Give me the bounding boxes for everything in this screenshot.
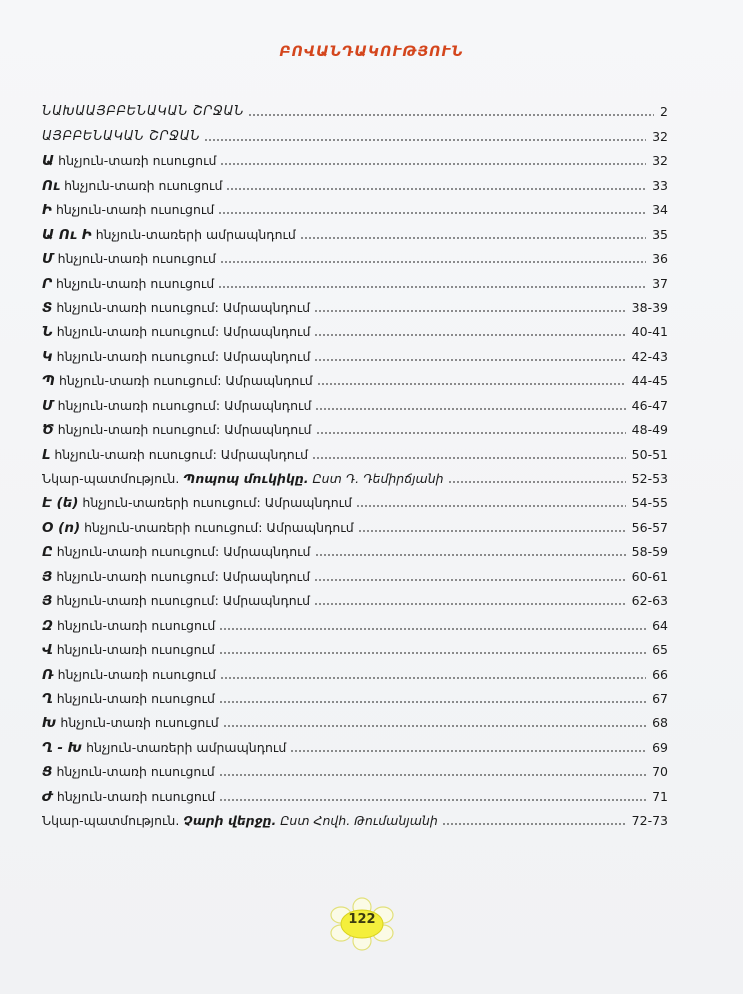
table-of-contents xyxy=(42,96,668,829)
letter-label: Ա xyxy=(42,153,55,170)
toc-entry xyxy=(42,169,668,193)
toc-entry-title xyxy=(42,642,219,658)
toc-page-number: 2 xyxy=(660,104,668,120)
toc-entry xyxy=(42,267,668,291)
dot-leader xyxy=(300,228,646,240)
toc-entry-title xyxy=(42,128,204,145)
story-title: Պոպոպ մուկիկը. xyxy=(183,471,309,486)
entry-text: հնչյուն-տառի ուսուցում: Ամրապնդում xyxy=(52,299,311,315)
entry-text: հնչյուն-տառի ուսուցում: Ամրապնդում xyxy=(55,373,313,389)
letter-label: Մ xyxy=(42,397,54,414)
toc-entry xyxy=(42,609,668,633)
entry-text: հնչյուն-տառերի ուսուցում: Ամրապնդում xyxy=(80,519,354,535)
letter-label: Ղ - Խ xyxy=(42,739,83,756)
toc-entry xyxy=(42,780,668,804)
dot-leader xyxy=(248,105,654,117)
page-heading: ԲՈՎԱՆԴԱԿՈՒԹՅՈՒՆ xyxy=(279,44,464,60)
toc-entry xyxy=(42,634,668,658)
entry-text: հնչյուն-տառի ուսուցում xyxy=(52,202,215,218)
story-title: Չարի վերջը. xyxy=(183,813,277,829)
toc-page-number: 67 xyxy=(652,690,668,706)
toc-page-number: 56-57 xyxy=(631,519,668,535)
entry-text: հնչյուն-տառի ուսուցում xyxy=(52,690,215,706)
toc-page-number: 50-51 xyxy=(631,446,668,462)
toc-entry-title xyxy=(42,447,312,463)
dot-leader xyxy=(317,374,626,386)
toc-page-number: 68 xyxy=(652,715,668,731)
entry-text: հնչյուն-տառի ուսուցում: Ամրապնդում xyxy=(52,348,311,364)
toc-entry-title xyxy=(42,251,220,267)
entry-text: հնչյուն-տառի ուսուցում xyxy=(60,177,223,193)
toc-entry-title xyxy=(42,471,448,487)
toc-entry-title xyxy=(42,667,220,683)
toc-entry xyxy=(42,365,668,389)
toc-entry-title xyxy=(42,495,356,511)
toc-entry xyxy=(42,414,668,438)
toc-entry xyxy=(42,658,668,682)
dot-leader xyxy=(448,472,626,484)
toc-entry xyxy=(42,340,668,364)
letter-label: Զ xyxy=(42,617,54,634)
dot-leader xyxy=(218,277,646,289)
entry-text: հնչյուն-տառի ուսուցում xyxy=(52,788,216,804)
dot-leader xyxy=(220,668,646,680)
entry-text: հնչյուն-տառի ուսուցում: Ամրապնդում xyxy=(52,593,311,609)
dot-leader xyxy=(315,545,626,557)
dot-leader xyxy=(314,301,626,313)
toc-page-number: 48-49 xyxy=(631,422,668,438)
entry-text: հնչյուն-տառի ուսուցում: Ամրապնդում xyxy=(53,397,312,413)
letter-label: Լ xyxy=(42,446,51,463)
toc-entry-title xyxy=(42,103,248,120)
toc-page-number: 52-53 xyxy=(631,471,668,486)
letter-label: Պ xyxy=(42,373,56,390)
letter-label: Ծ xyxy=(42,422,54,439)
dot-leader xyxy=(315,399,625,411)
toc-entry-title xyxy=(42,373,317,389)
dot-leader xyxy=(316,423,626,435)
letter-label: Տ xyxy=(42,299,53,316)
letter-label: Ղ xyxy=(42,690,53,707)
toc-entry-title xyxy=(42,618,219,634)
story-author: Ըստ Հովհ. Թումանյանի xyxy=(276,813,438,829)
dot-leader xyxy=(219,765,646,777)
letter-label: Է (ե) xyxy=(42,495,79,512)
entry-text: հնչյուն-տառի ուսուցում xyxy=(53,251,216,267)
toc-page-number: 34 xyxy=(652,202,668,218)
story-prefix: Նկար-պատմություն. xyxy=(42,471,184,486)
toc-page-number: 72-73 xyxy=(631,813,668,829)
toc-entry-title xyxy=(42,227,300,243)
toc-entry xyxy=(42,120,668,144)
toc-entry-title xyxy=(42,300,314,316)
letter-label: Ա Ու Ի xyxy=(42,226,92,243)
entry-text: հնչյուն-տառերի ամրապնդում xyxy=(82,739,287,755)
dot-leader xyxy=(442,814,626,826)
entry-text: հնչյուն-տառի ուսուցում xyxy=(52,764,215,780)
story-author: Ըստ Դ. Դեմիրճյանի xyxy=(308,471,444,486)
page-number: 122 xyxy=(348,912,376,927)
toc-page-number: 69 xyxy=(652,739,668,755)
dot-leader xyxy=(290,741,646,753)
toc-page-number: 54-55 xyxy=(631,495,668,511)
toc-entry xyxy=(42,585,668,609)
toc-entry xyxy=(42,487,668,511)
toc-entry-title xyxy=(42,740,290,756)
letter-label: Ժ xyxy=(42,788,53,805)
letter-label: Յ xyxy=(42,593,53,610)
toc-entry xyxy=(42,292,668,316)
toc-entry-title xyxy=(42,789,219,805)
toc-page-number: 58-59 xyxy=(631,544,668,560)
entry-text: հնչյուն-տառերի ուսուցում: Ամրապնդում xyxy=(78,495,352,511)
letter-label: Ու xyxy=(42,177,61,194)
toc-entry xyxy=(42,96,668,120)
toc-page-number: 62-63 xyxy=(631,593,668,609)
letter-label: Մ xyxy=(42,251,54,268)
dot-leader xyxy=(219,643,646,655)
section-title: ԱՅԲԲԵՆԱԿԱՆ ՇՐՋԱՆ xyxy=(42,128,201,144)
toc-page-number: 60-61 xyxy=(631,568,668,584)
dot-leader xyxy=(358,521,626,533)
toc-entry-title xyxy=(42,520,358,536)
toc-entry-title xyxy=(42,422,316,438)
toc-entry xyxy=(42,731,668,755)
toc-entry xyxy=(42,707,668,731)
entry-text: հնչյուն-տառի ուսուցում: Ամրապնդում xyxy=(52,568,311,584)
entry-text: հնչյուն-տառի ուսուցում: Ամրապնդում xyxy=(52,544,311,560)
letter-label: Խ xyxy=(42,715,57,732)
letter-label: Ր xyxy=(42,275,52,292)
entry-text: հնչյուն-տառի ուսուցում xyxy=(53,617,216,633)
toc-entry-title xyxy=(42,349,314,365)
toc-entry-title xyxy=(42,276,218,292)
entry-text: հնչյուն-տառի ուսուցում xyxy=(56,715,219,731)
toc-entry xyxy=(42,218,668,242)
letter-label: Ռ xyxy=(42,666,54,683)
toc-page-number: 40-41 xyxy=(631,324,668,340)
toc-page-number: 36 xyxy=(652,251,668,267)
toc-entry-title xyxy=(42,715,223,731)
dot-leader xyxy=(223,716,646,728)
letter-label: Յ xyxy=(42,568,53,585)
toc-page-number: 65 xyxy=(652,642,668,658)
letter-label: Ը xyxy=(42,544,53,561)
dot-leader xyxy=(312,448,626,460)
entry-text: հնչյուն-տառի ուսուցում xyxy=(54,153,217,169)
entry-text: հնչյուն-տառի ուսուցում: Ամրապնդում xyxy=(52,324,311,340)
toc-page-number: 64 xyxy=(652,617,668,633)
dot-leader xyxy=(226,179,646,191)
toc-entry-title xyxy=(42,202,218,218)
toc-entry xyxy=(42,511,668,535)
toc-entry xyxy=(42,316,668,340)
entry-text: հնչյուն-տառի ուսուցում xyxy=(52,275,215,291)
toc-entry-title xyxy=(42,544,315,560)
dot-leader xyxy=(314,594,626,606)
toc-page-number: 37 xyxy=(652,275,668,291)
dot-leader xyxy=(314,350,625,362)
toc-page-number: 32 xyxy=(652,153,668,169)
toc-entry xyxy=(42,463,668,487)
toc-page-number: 71 xyxy=(652,788,668,804)
entry-text: հնչյուն-տառի ուսուցում: Ամրապնդում xyxy=(53,422,312,438)
toc-entry-title xyxy=(42,153,220,169)
toc-page-number: 44-45 xyxy=(631,373,668,389)
toc-entry xyxy=(42,243,668,267)
toc-entry xyxy=(42,560,668,584)
dot-leader xyxy=(220,252,646,264)
toc-entry xyxy=(42,756,668,780)
toc-entry-title xyxy=(42,569,314,585)
entry-text: հնչյուն-տառի ուսուցում xyxy=(53,666,216,682)
toc-entry xyxy=(42,194,668,218)
dot-leader xyxy=(220,154,646,166)
entry-text: հնչյուն-տառերի ամրապնդում xyxy=(91,226,296,242)
dot-leader xyxy=(314,325,625,337)
toc-page-number: 35 xyxy=(652,226,668,242)
section-title: ՆԱԽԱԱՅԲԲԵՆԱԿԱՆ ՇՐՋԱՆ xyxy=(42,104,245,120)
toc-entry-title xyxy=(42,691,219,707)
entry-text: հնչյուն-տառի ուսուցում: Ամրապնդում xyxy=(50,446,309,462)
toc-entry-title xyxy=(42,764,219,780)
toc-page-number: 32 xyxy=(652,128,668,144)
toc-page-number: 66 xyxy=(652,666,668,682)
toc-entry xyxy=(42,805,668,829)
toc-page-number: 70 xyxy=(652,764,668,780)
toc-entry-title xyxy=(42,324,314,340)
toc-entry xyxy=(42,536,668,560)
dot-leader xyxy=(204,130,646,142)
dot-leader xyxy=(219,692,646,704)
letter-label: Ն xyxy=(42,324,53,341)
toc-entry xyxy=(42,145,668,169)
toc-entry xyxy=(42,389,668,413)
dot-leader xyxy=(356,496,626,508)
story-prefix: Նկար-պատմություն. xyxy=(42,813,184,829)
entry-text: հնչյուն-տառի ուսուցում xyxy=(52,642,215,658)
letter-label: Կ xyxy=(42,348,53,365)
toc-entry-title xyxy=(42,178,226,194)
toc-page-number: 33 xyxy=(652,177,668,193)
toc-entry-title xyxy=(42,398,315,414)
dot-leader xyxy=(219,790,646,802)
letter-label: Օ (ո) xyxy=(42,519,81,536)
letter-label: Վ xyxy=(42,642,53,659)
toc-page-number: 42-43 xyxy=(631,348,668,364)
toc-page-number: 38-39 xyxy=(631,299,668,315)
dot-leader xyxy=(218,203,646,215)
toc-entry xyxy=(42,438,668,462)
toc-page-number: 46-47 xyxy=(631,397,668,413)
letter-label: Ի xyxy=(42,202,52,219)
dot-leader xyxy=(219,619,646,631)
letter-label: Ց xyxy=(42,764,53,781)
toc-entry-title xyxy=(42,813,442,829)
dot-leader xyxy=(314,570,626,582)
toc-entry xyxy=(42,683,668,707)
toc-entry-title xyxy=(42,593,314,609)
